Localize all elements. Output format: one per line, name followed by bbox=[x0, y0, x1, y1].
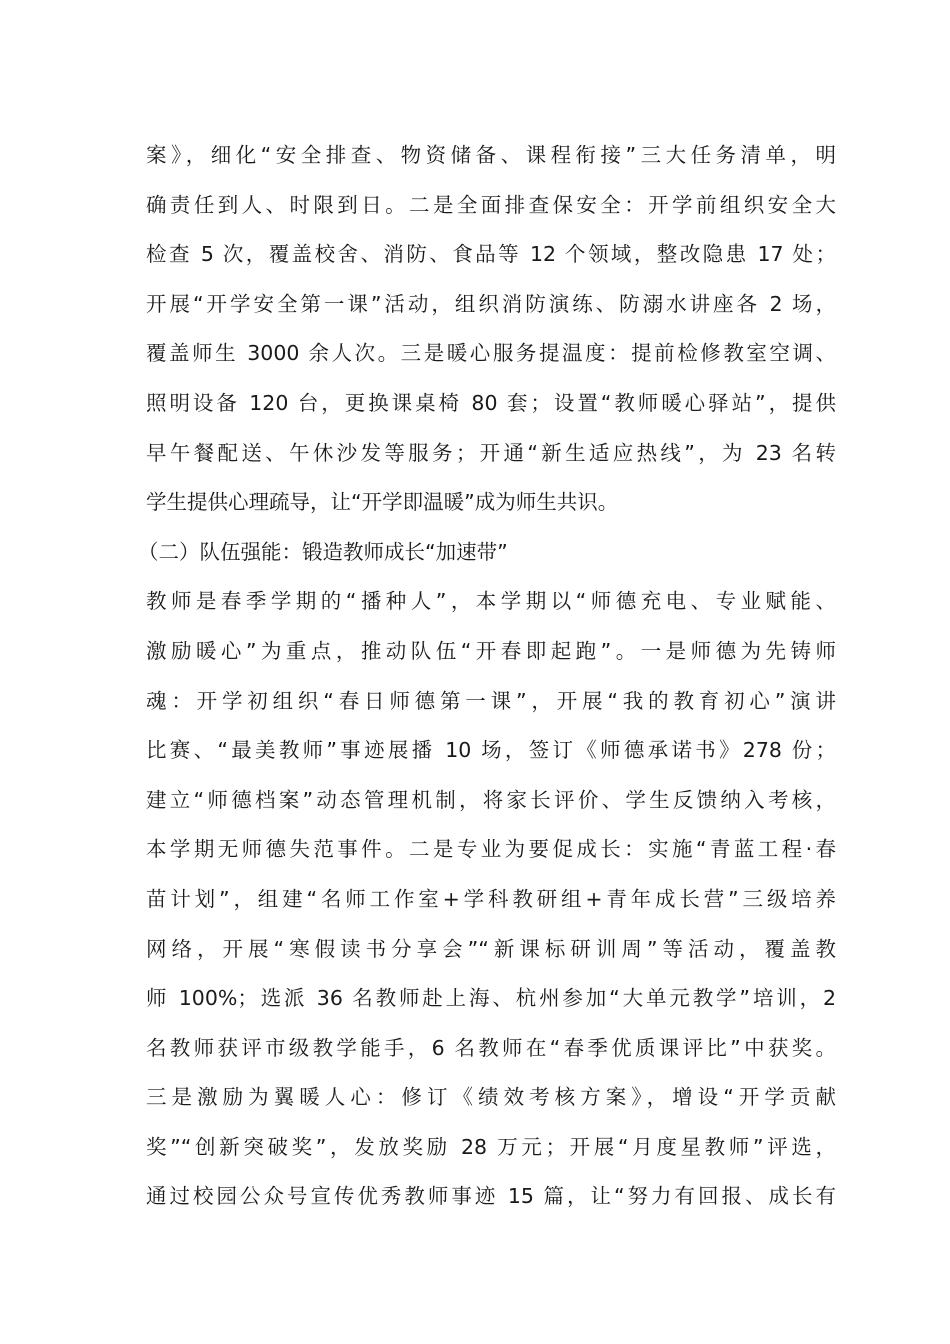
paragraph-2-line: 建立“师德档案”动态管理机制，将家长评价、学生反馈纳入考核， bbox=[146, 787, 836, 812]
paragraph-2-line: 激励暖心”为重点，推动队伍“开春即起跑”。一是师德为先铸师 bbox=[146, 638, 836, 663]
paragraph-2-line: 三是激励为翼暖人心：修订《绩效考核方案》，增设“开学贡献 bbox=[146, 1085, 836, 1110]
paragraph-2-line: 魂：开学初组织“春日师德第一课”，开展“我的教育初心”演讲 bbox=[146, 688, 836, 713]
paragraph-1-line: 学生提供心理疏导，让“开学即温暖”成为师生共识。 bbox=[146, 490, 619, 515]
paragraph-1-line: 案》，细化“安全排查、物资储备、课程衔接”三大任务清单，明 bbox=[146, 143, 836, 167]
paragraph-2-line: 苗计划”，组建“名师工作室+学科教研组+青年成长营”三级培养 bbox=[146, 886, 836, 911]
paragraph-1-line: 检查 5 次，覆盖校舍、消防、食品等 12 个领域，整改隐患 17 处； bbox=[146, 242, 836, 267]
paragraph-2-line: 奖”“创新突破奖”，发放奖励 28 万元；开展“月度星教师”评选， bbox=[146, 1134, 836, 1159]
paragraph-1-line: 覆盖师生 3000 余人次。三是暖心服务提温度：提前检修教室空调、 bbox=[146, 341, 836, 366]
paragraph-2-line: 教师是春季学期的“播种人”，本学期以“师德充电、专业赋能、 bbox=[146, 589, 836, 614]
document-body bbox=[138, 131, 836, 1222]
paragraph-1-line: 照明设备 120 台，更换课桌椅 80 套；设置“教师暖心驿站”，提供 bbox=[146, 390, 836, 415]
paragraph-2-line: 师 100%；选派 36 名教师赴上海、杭州参加“大单元教学”培训，2 bbox=[146, 986, 836, 1011]
paragraph-2-line: 本学期无师德失范事件。二是专业为要促成长：实施“青蓝工程·春 bbox=[146, 837, 836, 862]
paragraph-2-line: 名教师获评市级教学能手，6 名教师在“春季优质课评比”中获奖。 bbox=[146, 1035, 836, 1060]
paragraph-2-line: 通过校园公众号宣传优秀教师事迹 15 篇，让“努力有回报、成长有 bbox=[146, 1184, 836, 1209]
paragraph-2-line: 网络，开展“寒假读书分享会”“新课标研训周”等活动，覆盖教 bbox=[146, 936, 836, 961]
paragraph-1-line: 早午餐配送、午休沙发等服务；开通“新生适应热线”，为 23 名转 bbox=[146, 440, 836, 465]
paragraph-1-line: 开展“开学安全第一课”活动，组织消防演练、防溺水讲座各 2 场， bbox=[146, 291, 836, 316]
paragraph-2-line: 比赛、“最美教师”事迹展播 10 场，签订《师德承诺书》278 份； bbox=[146, 738, 836, 763]
section-heading: （二）队伍强能：锻造教师成长“加速带” bbox=[138, 539, 508, 564]
paragraph-1-line: 确责任到人、时限到日。二是全面排查保安全：开学前组织安全大 bbox=[146, 192, 836, 217]
